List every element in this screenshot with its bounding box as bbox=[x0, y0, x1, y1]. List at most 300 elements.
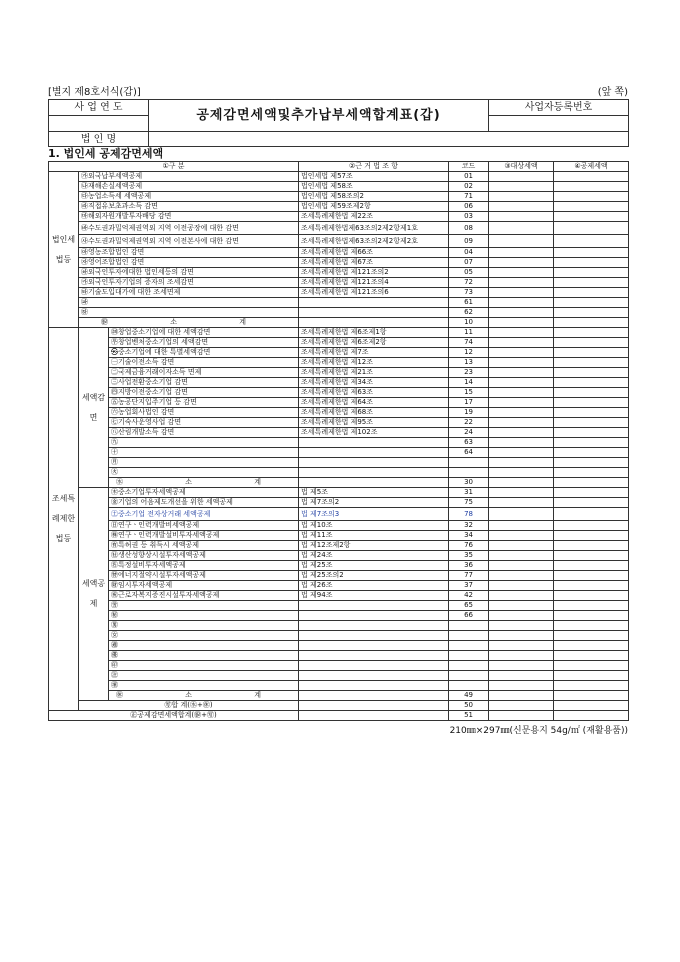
item-law: 조세특례제한법 제121조의2 bbox=[299, 268, 449, 278]
target-tax-field[interactable] bbox=[489, 368, 554, 378]
deduction-field[interactable] bbox=[554, 368, 629, 378]
item-name: ㉽창업중소기업에 대한 세액감면 bbox=[109, 328, 299, 338]
item-law: 조세특례제한법 제6조제2항 bbox=[299, 338, 449, 348]
deduction-field[interactable] bbox=[554, 378, 629, 388]
item-name: ㊞ bbox=[109, 661, 299, 671]
item-code: 03 bbox=[449, 212, 489, 222]
item-name: ㊋ bbox=[109, 468, 299, 478]
item-law bbox=[299, 621, 449, 631]
form-title: 공제감면세액및추가납부세액합계표(갑) bbox=[149, 100, 489, 132]
table-row bbox=[49, 418, 629, 428]
item-code: 76 bbox=[449, 541, 489, 551]
item-name: ㊉ bbox=[109, 448, 299, 458]
item-law: 법 제94조 bbox=[299, 591, 449, 601]
deduction-field[interactable] bbox=[554, 611, 629, 621]
deduction-field[interactable] bbox=[554, 308, 629, 318]
target-tax-field[interactable] bbox=[489, 358, 554, 368]
table-row bbox=[49, 308, 629, 318]
table-row bbox=[49, 448, 629, 458]
target-tax-field[interactable] bbox=[489, 508, 554, 521]
deduction-field[interactable] bbox=[554, 192, 629, 202]
item-name: ㉺ bbox=[79, 298, 299, 308]
item-law: 법 제25조의2 bbox=[299, 571, 449, 581]
deduction-field[interactable] bbox=[554, 488, 629, 498]
item-code: 66 bbox=[449, 611, 489, 621]
item-name: ㉳수도권과밀억제권역외 지역 이전공장에 대한 감면 bbox=[79, 222, 299, 235]
item-code: 63 bbox=[449, 438, 489, 448]
deduction-field[interactable] bbox=[554, 671, 629, 681]
item-law: 조세특례제한법 제67조 bbox=[299, 258, 449, 268]
item-law: 법 제10조 bbox=[299, 521, 449, 531]
target-tax-field[interactable] bbox=[489, 551, 554, 561]
deduction-field[interactable] bbox=[554, 182, 629, 192]
item-name: ㊚ bbox=[109, 621, 299, 631]
table-row bbox=[49, 192, 629, 202]
item-law: 조세특례제한법 제121조의4 bbox=[299, 278, 449, 288]
corp-name-field[interactable] bbox=[149, 132, 629, 147]
item-code: 64 bbox=[449, 448, 489, 458]
table-row bbox=[49, 458, 629, 468]
target-tax-field[interactable] bbox=[489, 581, 554, 591]
deduction-field[interactable] bbox=[554, 691, 629, 701]
target-tax-field[interactable] bbox=[489, 468, 554, 478]
table-row bbox=[49, 611, 629, 621]
item-law bbox=[299, 458, 449, 468]
table-row bbox=[49, 541, 629, 551]
target-tax-field[interactable] bbox=[489, 388, 554, 398]
item-law: 법인세법 제57조 bbox=[299, 172, 449, 182]
item-code: 34 bbox=[449, 531, 489, 541]
target-tax-field[interactable] bbox=[489, 182, 554, 192]
deduction-field[interactable] bbox=[554, 235, 629, 248]
item-name: ㉸외국인투자기업의 증자의 조세감면 bbox=[79, 278, 299, 288]
form-top-line bbox=[48, 86, 628, 99]
deduction-field[interactable] bbox=[554, 438, 629, 448]
deduction-field[interactable] bbox=[554, 398, 629, 408]
item-code: 08 bbox=[449, 222, 489, 235]
item-law: 조세특례제한법제63조의2제2항제1호 bbox=[299, 222, 449, 235]
item-law: 법 제12조제2항 bbox=[299, 541, 449, 551]
item-law: 조세특례제한법 제64조 bbox=[299, 398, 449, 408]
item-name: ㊐연구ㆍ인력개발비세액공제 bbox=[109, 521, 299, 531]
target-tax-field[interactable] bbox=[489, 641, 554, 651]
target-tax-field[interactable] bbox=[489, 531, 554, 541]
table-row bbox=[49, 498, 629, 508]
form-page bbox=[48, 86, 628, 736]
item-name: ㊀기술이전소득 감면 bbox=[109, 358, 299, 368]
target-tax-field[interactable] bbox=[489, 601, 554, 611]
item-code bbox=[449, 621, 489, 631]
target-tax-field[interactable] bbox=[489, 288, 554, 298]
target-tax-field[interactable] bbox=[489, 378, 554, 388]
item-code: 31 bbox=[449, 488, 489, 498]
item-law bbox=[299, 641, 449, 651]
item-code: 32 bbox=[449, 521, 489, 531]
deduction-field[interactable] bbox=[554, 561, 629, 571]
table-row bbox=[49, 531, 629, 541]
item-code bbox=[449, 458, 489, 468]
table-row bbox=[49, 671, 629, 681]
deduction-field[interactable] bbox=[554, 268, 629, 278]
year-field[interactable] bbox=[49, 116, 149, 132]
item-law bbox=[299, 661, 449, 671]
item-code: 07 bbox=[449, 258, 489, 268]
target-tax-field[interactable] bbox=[489, 661, 554, 671]
group-label-special-law: 조세특례제한법등 bbox=[49, 328, 79, 711]
deduction-field[interactable] bbox=[554, 298, 629, 308]
item-code: 24 bbox=[449, 428, 489, 438]
table-row bbox=[49, 428, 629, 438]
target-tax-field[interactable] bbox=[489, 192, 554, 202]
table-row bbox=[49, 601, 629, 611]
table-row bbox=[49, 681, 629, 691]
deduction-field[interactable] bbox=[554, 278, 629, 288]
deduction-field[interactable] bbox=[554, 202, 629, 212]
deduction-field[interactable] bbox=[554, 258, 629, 268]
target-tax-field[interactable] bbox=[489, 591, 554, 601]
table-row bbox=[49, 258, 629, 268]
target-tax-field[interactable] bbox=[489, 541, 554, 551]
deduction-field[interactable] bbox=[554, 458, 629, 468]
group-label-credit: 세액공제 bbox=[79, 488, 109, 701]
table-row bbox=[49, 468, 629, 478]
deduction-field[interactable] bbox=[554, 328, 629, 338]
grand-total-label: ㊣공제감면세액합계(㉼+㊢) bbox=[49, 711, 299, 721]
target-tax-field[interactable] bbox=[489, 318, 554, 328]
item-name: ㉿중소기업에 대한 특별세액감면 bbox=[109, 348, 299, 358]
item-name: ㉲해외자원개발투자배당 감면 bbox=[79, 212, 299, 222]
deduction-field[interactable] bbox=[554, 338, 629, 348]
deduction-field[interactable] bbox=[554, 631, 629, 641]
item-name: ㊄농공단지입주기업 등 감면 bbox=[109, 398, 299, 408]
item-name: ㊊ bbox=[109, 458, 299, 468]
item-name: ㉰농업소득세 세액공제 bbox=[79, 192, 299, 202]
item-law bbox=[299, 671, 449, 681]
grand-total-code: 51 bbox=[449, 711, 489, 721]
deduction-field[interactable] bbox=[554, 418, 629, 428]
target-tax-field[interactable] bbox=[489, 172, 554, 182]
table-row bbox=[49, 581, 629, 591]
target-tax-field[interactable] bbox=[489, 398, 554, 408]
item-law: 법인세법 제58조의2 bbox=[299, 192, 449, 202]
deduction-field[interactable] bbox=[554, 468, 629, 478]
item-name: ㉯재해손실세액공제 bbox=[79, 182, 299, 192]
target-tax-field[interactable] bbox=[489, 458, 554, 468]
target-tax-field[interactable] bbox=[489, 328, 554, 338]
item-code: 12 bbox=[449, 348, 489, 358]
table-row bbox=[49, 388, 629, 398]
item-code: 11 bbox=[449, 328, 489, 338]
table-row bbox=[49, 288, 629, 298]
item-law: 조세특례제한법 제12조 bbox=[299, 358, 449, 368]
item-law bbox=[299, 611, 449, 621]
deduction-field[interactable] bbox=[554, 641, 629, 651]
item-code: 75 bbox=[449, 498, 489, 508]
target-tax-field[interactable] bbox=[489, 348, 554, 358]
item-code: 05 bbox=[449, 268, 489, 278]
table-row bbox=[49, 368, 629, 378]
subtotal-label: ㊡ 소 계 bbox=[109, 691, 299, 701]
deduction-field[interactable] bbox=[554, 701, 629, 711]
biz-no-field[interactable] bbox=[489, 116, 629, 132]
item-code: 35 bbox=[449, 551, 489, 561]
item-name: ㊎기업의 어음제도개선을 위한 세액공제 bbox=[109, 498, 299, 508]
item-code bbox=[449, 651, 489, 661]
biz-no-label: 사업자등록번호 bbox=[489, 100, 629, 116]
item-law: 법 제24조 bbox=[299, 551, 449, 561]
deduction-field[interactable] bbox=[554, 408, 629, 418]
deduction-field[interactable] bbox=[554, 428, 629, 438]
subtotal-code: 10 bbox=[449, 318, 489, 328]
subtotal-code: 49 bbox=[449, 691, 489, 701]
item-law bbox=[299, 308, 449, 318]
item-code: 78 bbox=[449, 508, 489, 521]
target-tax-field[interactable] bbox=[489, 478, 554, 488]
group-label-corp-law: 법인세법등 bbox=[49, 172, 79, 328]
item-law: 법 제5조 bbox=[299, 488, 449, 498]
grand-total-row bbox=[49, 711, 629, 721]
item-code: 19 bbox=[449, 408, 489, 418]
deduction-field[interactable] bbox=[554, 711, 629, 721]
item-name: ㊗근로자복지증진시설투자세액공제 bbox=[109, 591, 299, 601]
col-header-target-tax: ③대상세액 bbox=[489, 162, 554, 172]
deduction-field[interactable] bbox=[554, 448, 629, 458]
target-tax-field[interactable] bbox=[489, 611, 554, 621]
table-row bbox=[49, 248, 629, 258]
table-row bbox=[49, 268, 629, 278]
deduction-field[interactable] bbox=[554, 358, 629, 368]
target-tax-field[interactable] bbox=[489, 631, 554, 641]
table-row bbox=[49, 561, 629, 571]
item-law: 법인세법 제59조제2항 bbox=[299, 202, 449, 212]
item-code: 74 bbox=[449, 338, 489, 348]
deduction-field[interactable] bbox=[554, 531, 629, 541]
table-row bbox=[49, 621, 629, 631]
paper-spec: 210㎜×297㎜(신문용지 54g/㎡ (재활용품)) bbox=[449, 726, 628, 736]
target-tax-field[interactable] bbox=[489, 651, 554, 661]
item-name: ㊅농업회사법인 감면 bbox=[109, 408, 299, 418]
item-law: 조세특례제한법 제95조 bbox=[299, 418, 449, 428]
item-code: 37 bbox=[449, 581, 489, 591]
item-name: ㊁국제금융거래이자소득 면제 bbox=[109, 368, 299, 378]
cell bbox=[299, 701, 449, 711]
table-row bbox=[49, 521, 629, 531]
item-law: 법 제11조 bbox=[299, 531, 449, 541]
deduction-field[interactable] bbox=[554, 478, 629, 488]
item-name: ㊃지방이전중소기업 감면 bbox=[109, 388, 299, 398]
table-row bbox=[49, 172, 629, 182]
item-code: 61 bbox=[449, 298, 489, 308]
item-code: 13 bbox=[449, 358, 489, 368]
item-code: 77 bbox=[449, 571, 489, 581]
target-tax-field[interactable] bbox=[489, 258, 554, 268]
item-law: 조세특례제한법 제68조 bbox=[299, 408, 449, 418]
deduction-field[interactable] bbox=[554, 318, 629, 328]
item-code: 02 bbox=[449, 182, 489, 192]
target-tax-field[interactable] bbox=[489, 222, 554, 235]
deduction-field[interactable] bbox=[554, 581, 629, 591]
deduction-table bbox=[48, 161, 629, 721]
item-law: 조세특례제한법제63조의2제2항제2호 bbox=[299, 235, 449, 248]
deduction-field[interactable] bbox=[554, 508, 629, 521]
cell bbox=[299, 318, 449, 328]
target-tax-field[interactable] bbox=[489, 268, 554, 278]
item-name: ㊕에너지절약시설투자세액공제 bbox=[109, 571, 299, 581]
target-tax-field[interactable] bbox=[489, 488, 554, 498]
item-name: ㉷외국인투자에대한 법인세등의 감면 bbox=[79, 268, 299, 278]
item-name: ㊠ bbox=[109, 681, 299, 691]
target-tax-field[interactable] bbox=[489, 202, 554, 212]
item-name: ㉱직접유보초과소득 감면 bbox=[79, 202, 299, 212]
target-tax-field[interactable] bbox=[489, 212, 554, 222]
item-name: ㊂사업전환중소기업 감면 bbox=[109, 378, 299, 388]
item-law: 법 제7조의2 bbox=[299, 498, 449, 508]
item-name: ㉶영어조합법인 감면 bbox=[79, 258, 299, 268]
target-tax-field[interactable] bbox=[489, 298, 554, 308]
item-law: 조세특례제한법 제102조 bbox=[299, 428, 449, 438]
deduction-field[interactable] bbox=[554, 601, 629, 611]
table-row bbox=[49, 338, 629, 348]
total-special-label: ㊢합 계(㊌+㊡) bbox=[79, 701, 299, 711]
item-law: 법 제25조 bbox=[299, 561, 449, 571]
target-tax-field[interactable] bbox=[489, 418, 554, 428]
deduction-field[interactable] bbox=[554, 521, 629, 531]
year-label: 사 업 연 도 bbox=[49, 100, 149, 116]
item-law: 조세특례제한법 제34조 bbox=[299, 378, 449, 388]
subtotal-label: ㊌ 소 계 bbox=[109, 478, 299, 488]
target-tax-field[interactable] bbox=[489, 498, 554, 508]
col-header-law: ②근 거 법 조 항 bbox=[299, 162, 449, 172]
item-law bbox=[299, 631, 449, 641]
target-tax-field[interactable] bbox=[489, 408, 554, 418]
item-law: 조세특례제한법 제121조의6 bbox=[299, 288, 449, 298]
table-row bbox=[49, 508, 629, 521]
deduction-field[interactable] bbox=[554, 388, 629, 398]
deduction-field[interactable] bbox=[554, 498, 629, 508]
item-code bbox=[449, 631, 489, 641]
col-header-category: ①구 분 bbox=[49, 162, 299, 172]
subtotal-code: 30 bbox=[449, 478, 489, 488]
deduction-field[interactable] bbox=[554, 651, 629, 661]
cell bbox=[299, 711, 449, 721]
deduction-field[interactable] bbox=[554, 541, 629, 551]
deduction-field[interactable] bbox=[554, 661, 629, 671]
item-name: ㊒특허권 등 취득시 세액공제 bbox=[109, 541, 299, 551]
item-law bbox=[299, 651, 449, 661]
item-name: ㊟ bbox=[109, 671, 299, 681]
item-law bbox=[299, 298, 449, 308]
table-row bbox=[49, 222, 629, 235]
target-tax-field[interactable] bbox=[489, 561, 554, 571]
item-name: ㊔특정설비투자세액공제 bbox=[109, 561, 299, 571]
table-row bbox=[49, 551, 629, 561]
item-name: ㊝ bbox=[109, 651, 299, 661]
table-row bbox=[49, 651, 629, 661]
table-row bbox=[49, 212, 629, 222]
target-tax-field[interactable] bbox=[489, 521, 554, 531]
item-law bbox=[299, 438, 449, 448]
item-code: 23 bbox=[449, 368, 489, 378]
item-code bbox=[449, 468, 489, 478]
item-code: 65 bbox=[449, 601, 489, 611]
target-tax-field[interactable] bbox=[489, 338, 554, 348]
item-law: 조세특례제한법 제6조제1항 bbox=[299, 328, 449, 338]
deduction-field[interactable] bbox=[554, 621, 629, 631]
target-tax-field[interactable] bbox=[489, 621, 554, 631]
target-tax-field[interactable] bbox=[489, 681, 554, 691]
page-side: (앞 쪽) bbox=[597, 87, 628, 98]
item-code bbox=[449, 681, 489, 691]
table-row bbox=[49, 348, 629, 358]
group-label-reduction: 세액감면 bbox=[79, 328, 109, 488]
table-row bbox=[49, 358, 629, 368]
item-code bbox=[449, 661, 489, 671]
table-row bbox=[49, 202, 629, 212]
total-special-code: 50 bbox=[449, 701, 489, 711]
deduction-field[interactable] bbox=[554, 222, 629, 235]
target-tax-field[interactable] bbox=[489, 235, 554, 248]
target-tax-field[interactable] bbox=[489, 448, 554, 458]
item-name: ㊜ bbox=[109, 641, 299, 651]
table-row bbox=[49, 631, 629, 641]
item-code: 62 bbox=[449, 308, 489, 318]
item-name: ㊓생산성향상시설투자세액공제 bbox=[109, 551, 299, 561]
item-code: 14 bbox=[449, 378, 489, 388]
table-row bbox=[49, 591, 629, 601]
item-law: 조세특례제한법 제22조 bbox=[299, 212, 449, 222]
item-name: ㊇산림개발소득 감면 bbox=[109, 428, 299, 438]
deduction-field[interactable] bbox=[554, 571, 629, 581]
item-code: 36 bbox=[449, 561, 489, 571]
item-law: 조세특례제한법 제21조 bbox=[299, 368, 449, 378]
deduction-field[interactable] bbox=[554, 172, 629, 182]
table-row bbox=[49, 298, 629, 308]
total-row-special bbox=[49, 701, 629, 711]
target-tax-field[interactable] bbox=[489, 278, 554, 288]
target-tax-field[interactable] bbox=[489, 428, 554, 438]
deduction-field[interactable] bbox=[554, 248, 629, 258]
item-name: ㉹기술도입대가에 대한 조세면제 bbox=[79, 288, 299, 298]
item-code: 15 bbox=[449, 388, 489, 398]
deduction-field[interactable] bbox=[554, 288, 629, 298]
item-code: 01 bbox=[449, 172, 489, 182]
target-tax-field[interactable] bbox=[489, 438, 554, 448]
target-tax-field[interactable] bbox=[489, 701, 554, 711]
deduction-field[interactable] bbox=[554, 212, 629, 222]
item-code bbox=[449, 641, 489, 651]
target-tax-field[interactable] bbox=[489, 691, 554, 701]
deduction-field[interactable] bbox=[554, 681, 629, 691]
item-law: 조세특례제한법 제63조 bbox=[299, 388, 449, 398]
item-name: ㉴수도권과밀억제권역외 지역 이전본사에 대한 감면 bbox=[79, 235, 299, 248]
deduction-field[interactable] bbox=[554, 551, 629, 561]
item-code: 06 bbox=[449, 202, 489, 212]
target-tax-field[interactable] bbox=[489, 711, 554, 721]
target-tax-field[interactable] bbox=[489, 248, 554, 258]
item-code: 17 bbox=[449, 398, 489, 408]
form-header bbox=[48, 99, 629, 147]
table-row bbox=[49, 278, 629, 288]
section-title: 1. 법인세 공제감면세액 bbox=[48, 147, 164, 160]
table-row bbox=[49, 235, 629, 248]
table-row bbox=[49, 488, 629, 498]
deduction-field[interactable] bbox=[554, 348, 629, 358]
target-tax-field[interactable] bbox=[489, 308, 554, 318]
target-tax-field[interactable] bbox=[489, 671, 554, 681]
item-code bbox=[449, 671, 489, 681]
deduction-field[interactable] bbox=[554, 591, 629, 601]
target-tax-field[interactable] bbox=[489, 571, 554, 581]
